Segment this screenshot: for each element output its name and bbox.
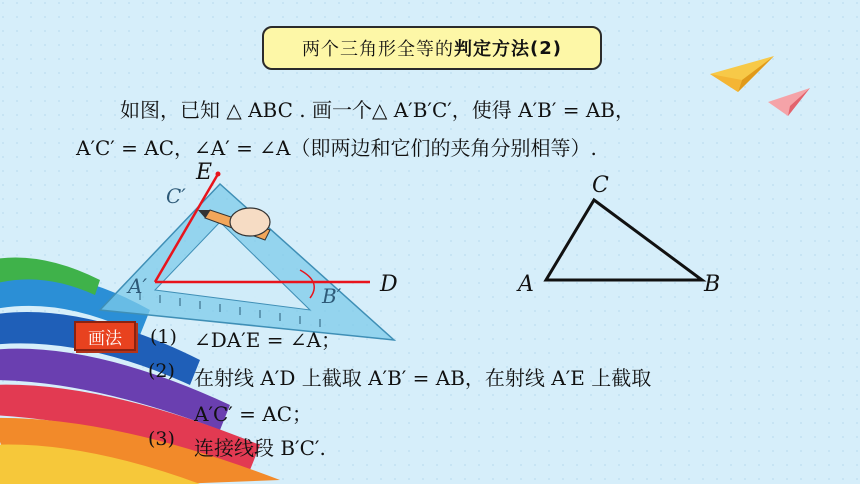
- step-2-text: 在射线 A′D 上截取 A′B′ = AB，在射线 A′E 上截取: [194, 366, 652, 390]
- label-c-prime: C′: [166, 184, 186, 208]
- title-text: 两个三角形全等的: [302, 39, 454, 60]
- step-3-text: 连接线段 B′C′.: [194, 436, 326, 460]
- title-number: (2): [530, 37, 562, 59]
- label-d: D: [380, 272, 398, 297]
- triangle-abc-outline: [546, 200, 702, 280]
- label-e: E: [196, 160, 213, 185]
- step-1-text: ∠DA′E = ∠A；: [194, 328, 342, 352]
- method-badge: 画法: [74, 321, 136, 351]
- intro-line-1: 如图，已知 △ ABC . 画一个△ A′B′C′，使得 A′B′ = AB，: [120, 98, 635, 122]
- label-b: B: [704, 272, 721, 297]
- label-a: A: [518, 272, 534, 297]
- intro-line-2: A′C′ = AC，∠A′ = ∠A（即两边和它们的夹角分别相等）.: [76, 136, 597, 160]
- triangle-abc: [540, 190, 710, 290]
- label-c: C: [592, 173, 609, 198]
- step-2-text-cont: A′C′ = AC；: [194, 402, 313, 426]
- step-3-number: (3): [148, 428, 175, 450]
- label-a-prime: A′: [128, 274, 147, 298]
- step-2-number: (2): [148, 360, 175, 382]
- paper-plane-small-icon: [766, 86, 814, 120]
- label-b-prime: B′: [322, 284, 342, 308]
- step-1-number: (1): [150, 326, 177, 348]
- title-box: [262, 26, 602, 70]
- title-bold-text: 判定方法: [454, 39, 530, 60]
